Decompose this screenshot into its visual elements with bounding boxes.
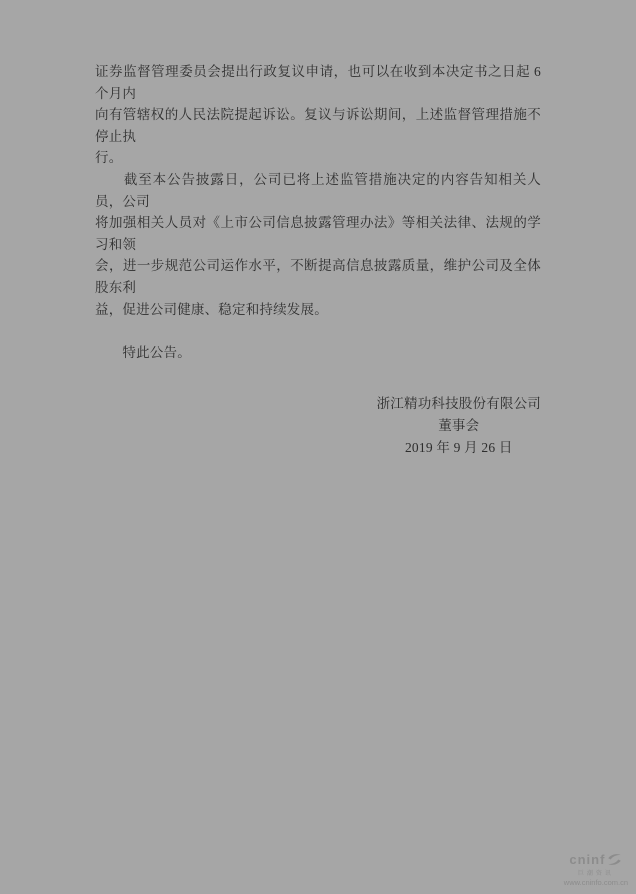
signature-block [377,393,541,458]
body-line: 行。 [95,150,123,166]
body-line: 会，进一步规范公司运作水平，不断提高信息披露质量，维护公司及全体股东利 [95,258,541,295]
signature-board: 董事会 [438,417,480,433]
body-line: 将加强相关人员对《上市公司信息披露管理办法》等相关法律、法规的学习和领 [95,215,541,252]
signature-wrap [95,393,541,458]
cninfo-logo-row [564,852,628,867]
cninfo-caption-text: 巨潮资讯 [577,871,614,877]
cninfo-url-text: www.cninfo.com.cn [563,878,628,887]
body-line: 证券监督管理委员会提出行政复议申请，也可以在收到本决定书之日起 6 个月内 [95,64,545,101]
body-line: 截至本公告披露日，公司已将上述监管措施决定的内容告知相关人员，公司 [95,171,541,209]
signature-company: 浙江精功科技股份有限公司 [376,396,541,412]
cninfo-logo [564,852,628,887]
signature-date: 2019 年 9 月 26 日 [404,439,513,455]
cninfo-swirl-icon [607,853,622,866]
body-line: 向有管辖权的人民法院提起诉讼。复议与诉讼期间，上述监督管理措施不停止执 [95,107,541,144]
notice-line: 特此公告。 [95,344,191,360]
body-line: 益，促进公司健康、稳定和持续发展。 [95,301,328,317]
cninfo-brand-text: cninf [569,852,606,867]
